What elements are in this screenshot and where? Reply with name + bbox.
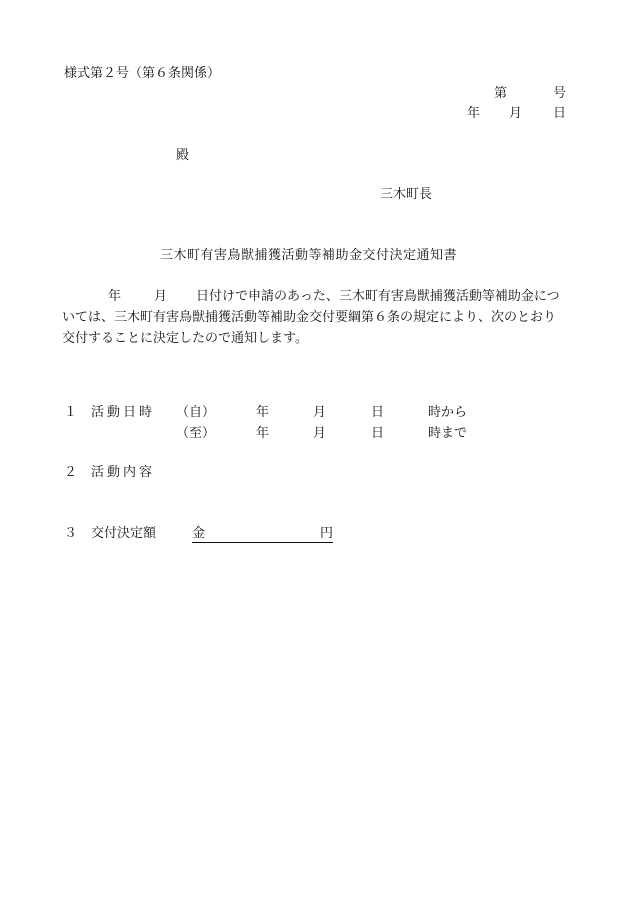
date-day: 日: [553, 106, 567, 121]
item3-number: ３: [64, 526, 78, 541]
sender-name: 三木町長: [380, 187, 433, 202]
item1-number: １: [64, 405, 78, 420]
item1-to-day: 日: [371, 426, 385, 441]
item1-label: 活動日時: [91, 405, 156, 420]
amount-unit: 円: [319, 526, 333, 541]
item3-label: 交付決定額: [91, 526, 157, 541]
item1-from-day: 日: [371, 405, 385, 420]
document-number-prefix: 第: [494, 86, 508, 101]
document-number-suffix: 号: [553, 86, 567, 101]
form-label: 様式第２号（第６条関係）: [64, 66, 221, 81]
amount-prefix: 金: [192, 526, 206, 541]
item2-number: ２: [64, 465, 78, 480]
date-month: 月: [509, 106, 523, 121]
body-paragraph: [62, 286, 567, 349]
addressee-honorific: 殿: [176, 148, 190, 163]
item1-to-time: 時まで: [428, 426, 468, 441]
item1-to-tag: （至）: [176, 426, 216, 441]
item1-to-year: 年: [256, 426, 270, 441]
body-year: 年: [108, 289, 122, 304]
item1-from-tag: （自）: [176, 405, 216, 420]
item1-from-year: 年: [256, 405, 270, 420]
date-year: 年: [467, 106, 481, 121]
body-text: 日付けで申請のあった、三木町有害鳥獣捕獲活動等補助金については、三木町有害鳥獣捕獲活動等補助金交付要綱第６条の規定により、次のとおり交付することに決定したので通知します。: [62, 289, 560, 346]
item2-label: 活動内容: [91, 465, 156, 480]
item1-from-month: 月: [313, 405, 327, 420]
body-month: 月: [154, 289, 168, 304]
item1-to-month: 月: [313, 426, 327, 441]
item1-from-time: 時から: [428, 405, 468, 420]
document-title: 三木町有害鳥獣捕獲活動等補助金交付決定通知書: [160, 248, 458, 263]
grant-amount-field: [192, 526, 333, 543]
